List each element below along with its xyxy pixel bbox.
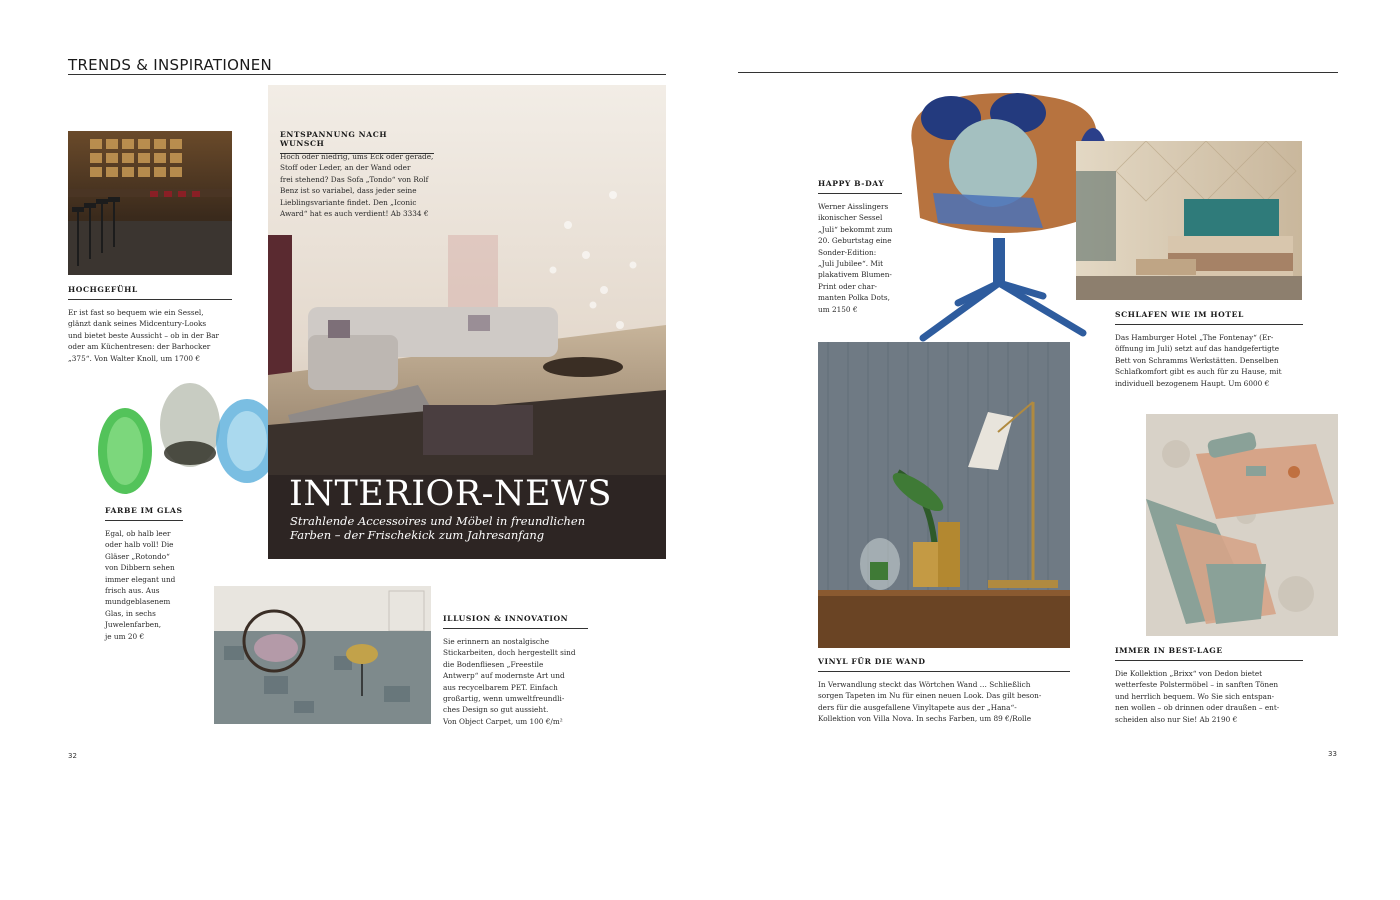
body-farbe-im-glas [105, 528, 205, 642]
heading-hochgefuehl: HOCHGEFÜHL [68, 285, 232, 300]
text-line: Kollektion von Villa Nova. In sechs Farben, um 89 €/Rolle [818, 714, 1032, 724]
text-line: sorgen Tapeten im Nu für einen neuen Look. Das gilt beson- [818, 691, 1042, 701]
text-line: Antwerp“ auf modernste Art und [443, 671, 565, 681]
text-line: Schlafkomfort gibt es auch für zu Hause, mit [1115, 367, 1282, 377]
text-line: „375“. Von Walter Knoll, um 1700 € [68, 353, 201, 363]
text-line: immer elegant und [105, 574, 176, 584]
body-vinyl [818, 679, 1088, 725]
text-line: Die Kollektion „Brixx“ von Dedon bietet [1115, 669, 1263, 678]
text-line: Von Object Carpet, um 100 €/m² [443, 716, 563, 726]
text-line: Print oder char- [818, 281, 877, 291]
text-line: Gläser „Rotondo“ [105, 551, 170, 561]
text-line: In Verwandlung steckt das Wörtchen Wand … Schließlich [818, 680, 1031, 689]
carpet-tiles-photo [214, 586, 431, 724]
text-line: Egal, ob halb leer [105, 529, 171, 538]
text-line: ikonischer Sessel [818, 213, 883, 223]
text-line: oder am Küchentresen: der Barhocker [68, 342, 211, 352]
text-line: Bett von Schramms Werkstätten. Denselben [1115, 355, 1279, 365]
text-line: nen wollen – ob drinnen oder draußen – ent- [1115, 703, 1280, 713]
header-rule-right [738, 72, 1338, 73]
text-line: ders für die ausgefallene Vinyltapete aus der „Hana“- [818, 702, 1017, 712]
body-happy-bday [818, 201, 918, 315]
page-number-right: 33 [1328, 750, 1337, 758]
text-line: von Dibbern sehen [105, 563, 175, 573]
text-line: Sonder-Edition: [818, 247, 877, 257]
body-entspannung [280, 151, 460, 219]
heading-schlafen: SCHLAFEN WIE IM HOTEL [1115, 310, 1303, 325]
text-line: ches Design so gut aussieht. [443, 705, 549, 715]
hero-subtitle-line1: Strahlende Accessoires und Möbel in freundlichen [290, 514, 586, 528]
text-line: um 2150 € [818, 304, 858, 314]
text-line: frisch aus. Aus [105, 586, 160, 596]
header-rule-left [68, 74, 666, 75]
text-line: scheiden also nur Sie! Ab 2190 € [1115, 714, 1238, 724]
text-line: „Juli Jubilee“. Mit [818, 259, 884, 269]
rotondo-glasses-photo [95, 383, 280, 498]
vinyl-wallpaper-photo [818, 342, 1070, 648]
text-line: wetterfeste Polstermöbel – in sanften Tönen [1115, 680, 1279, 690]
page-number-left: 32 [68, 752, 77, 760]
hero-title: INTERIOR-NEWS [289, 474, 613, 514]
text-line: plakativem Blumen- [818, 270, 892, 280]
text-line: Stickarbeiten, doch hergestellt sind [443, 648, 576, 658]
text-line: mundgeblasenem [105, 597, 171, 607]
heading-happy-bday: HAPPY B-DAY [818, 179, 902, 194]
bar-stool-photo [68, 131, 232, 275]
text-line: und herrlich bequem. Wo Sie sich entspan- [1115, 691, 1275, 701]
heading-vinyl: VINYL FÜR DIE WAND [818, 657, 1070, 672]
text-line: Hoch oder niedrig, ums Eck oder gerade, [280, 152, 434, 161]
text-line: oder halb voll! Die [105, 540, 174, 550]
hero-subtitle-line2: Farben – der Frischekick zum Jahresanfang [290, 528, 545, 542]
body-illusion [443, 636, 613, 727]
text-line: Werner Aisslingers [818, 202, 889, 211]
text-line: aus recycelbarem PET. Einfach [443, 682, 558, 692]
heading-farbe-im-glas: FARBE IM GLAS [105, 506, 183, 521]
text-line: und bietet beste Aussicht – ob in der Bar [68, 330, 220, 340]
text-line: Stoff oder Leder, an der Wand oder [280, 163, 411, 173]
text-line: die Bodenfliesen „Freestile [443, 659, 544, 669]
text-line: glänzt dank seines Midcentury-Looks [68, 319, 207, 329]
brixx-furniture-photo [1146, 414, 1338, 636]
text-line: individuell bezogenem Haupt. Um 6000 € [1115, 378, 1270, 388]
text-line: Er ist fast so bequem wie ein Sessel, [68, 308, 204, 317]
text-line: Juwelenfarben, [105, 620, 162, 630]
body-schlafen [1115, 332, 1315, 389]
text-line: 20. Geburtstag eine [818, 236, 892, 246]
text-line: Award“ hat es auch verdient! Ab 3334 € [280, 209, 429, 219]
section-title: TRENDS & INSPIRATIONEN [68, 56, 273, 74]
text-line: Glas, in sechs [105, 608, 156, 618]
text-line: manten Polka Dots, [818, 293, 890, 303]
text-line: öffnung im Juli) setzt auf das handgefertigte [1115, 344, 1280, 354]
text-line: Benz ist so variabel, dass jeder seine [280, 186, 417, 196]
text-line: großartig, wenn umweltfreundli- [443, 694, 565, 704]
hotel-bed-photo [1076, 141, 1302, 300]
heading-immer-best-lage: IMMER IN BEST-LAGE [1115, 646, 1303, 661]
text-line: Das Hamburger Hotel „The Fontenay“ (Er- [1115, 333, 1274, 342]
heading-illusion: ILLUSION & INNOVATION [443, 614, 588, 629]
body-hochgefuehl [68, 307, 248, 364]
text-line: Sie erinnern an nostalgische [443, 637, 550, 646]
text-line: Lieblingsvariante findet. Den „Iconic [280, 197, 417, 207]
text-line: „Juli“ bekommt zum [818, 224, 893, 234]
body-immer-best-lage [1115, 668, 1325, 725]
heading-entspannung: ENTSPANNUNG NACH WUNSCH [280, 130, 434, 154]
text-line: je um 20 € [105, 631, 145, 641]
text-line: frei stehend? Das Sofa „Tondo“ von Rolf [280, 174, 429, 184]
